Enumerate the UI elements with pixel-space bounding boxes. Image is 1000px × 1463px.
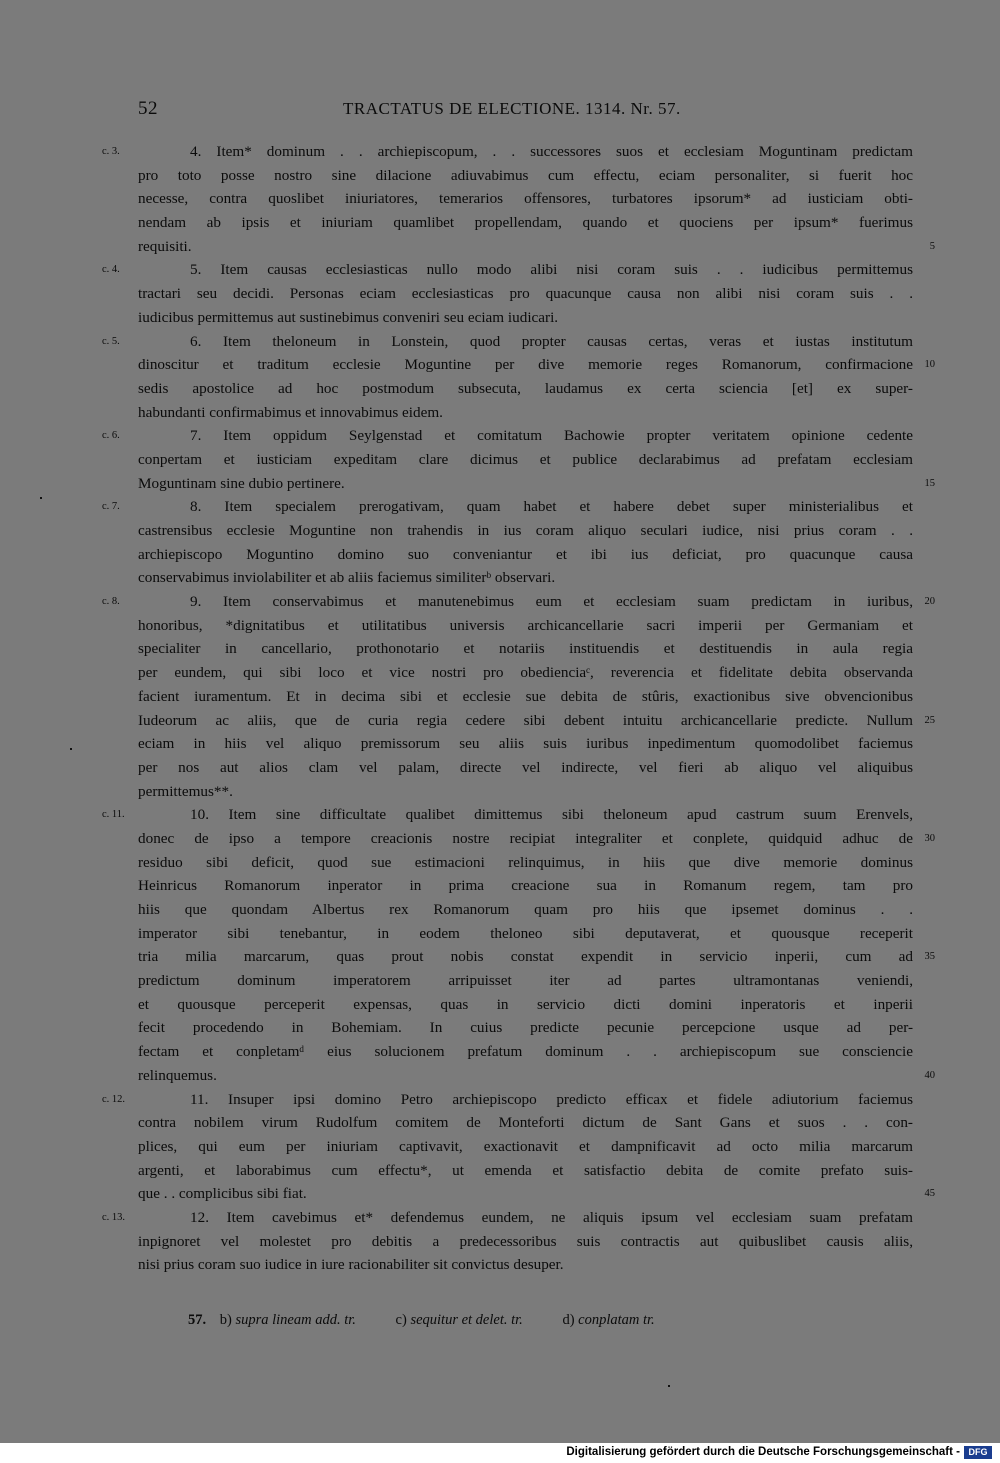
line-text: 12. Item cavebimus et* defendemus eundem, ne aliquis ipsum vel ecclesiam suam prefatam <box>190 1208 913 1226</box>
line-text: per eundem, qui sibi loco et vice nostri pro obedienciaᶜ, reverencia et fidelitate debita observanda <box>138 664 913 682</box>
dfg-logo: DFG <box>964 1446 992 1459</box>
dfg-credit: Digitalisierung gefördert durch die Deutsche Forschungsgemeinschaft - <box>566 1446 960 1458</box>
line-text: conservabimus inviolabiliter et ab aliis faciemus similiterᵇ observari. <box>138 569 556 587</box>
margin-line-number: 45 <box>924 1188 935 1200</box>
line-text: et quousque perceperit expensas, quas in servicio dicti domini inperatoris et inperii <box>138 995 913 1013</box>
footnote-number: 57. <box>188 1312 207 1328</box>
line-text: fecit procedendo in Bohemiam. In cuius predicte pecunie percepcione usque ad per- <box>138 1019 913 1037</box>
line-text: argenti, et laborabimus cum effectu*, ut emenda et satisfactio debita de comite prefato suis- <box>138 1161 913 1179</box>
text-line <box>102 1088 913 1112</box>
margin-line-number: 40 <box>924 1069 935 1081</box>
text-line <box>102 803 913 827</box>
line-text: conpertam et iusticiam expeditam clare dicimus et publice declarabimus ad prefatam ecclesiam <box>138 450 913 468</box>
line-text: residuo sibi deficit, quod sue estimacioni relinquimus, in hiis que dive memorie dominus <box>138 853 913 871</box>
line-text: 4. Item* dominum . . archiepiscopum, . . successores suos et ecclesiam Moguntinam predictam <box>190 143 913 160</box>
footnote-text: supra lineam add. tr. <box>235 1312 356 1328</box>
footnote-mark: d) <box>562 1312 575 1328</box>
line-text: 5. Item causas ecclesiasticas nullo modo alibi nisi coram suis . . iudicibus permittemus <box>190 261 913 279</box>
line-text: plices, qui eum per iniuriam captivavit, exactionavit et dampnificavit ad octo milia marcarum <box>138 1137 913 1155</box>
line-text: Iudeorum ac aliis, que de curia regia cedere sibi debent intuitu archicancellarie predicte. Nullum <box>138 711 913 729</box>
margin-line-number: 15 <box>924 477 935 489</box>
text-line <box>138 1040 913 1064</box>
line-text: facient iuramentum. Et in decima sibi et ecclesie sue debita de stûris, exactionibus sive obvencionibus <box>138 687 913 705</box>
text-line <box>102 330 913 354</box>
text-line <box>138 543 913 567</box>
margin-line-number: 5 <box>929 240 935 252</box>
text-line <box>138 614 913 638</box>
line-text: 6. Item theloneum in Lonstein, quod propter causas certas, veras et iustas institutum <box>190 332 913 350</box>
text-line <box>138 306 913 330</box>
text-line <box>138 164 913 188</box>
margin-chapter-ref: c. 8. <box>102 596 120 608</box>
text-line <box>138 211 913 235</box>
text-line <box>138 756 913 780</box>
margin-line-number: 20 <box>924 596 935 608</box>
footnote-mark: c) <box>395 1312 407 1328</box>
main-text <box>102 140 935 1277</box>
text-line <box>138 661 913 685</box>
line-text: pro toto posse nostro sine dilacione adiuvabimus cum effectu, eciam personaliter, si fuerit hoc <box>138 166 913 184</box>
text-line <box>138 874 913 898</box>
line-text: permittemus**. <box>138 782 233 800</box>
text-line <box>138 1016 913 1040</box>
line-text: sedis apostolice ad hoc postmodum subsecuta, laudamus ex certa sciencia [et] ex super- <box>138 379 913 397</box>
digitization-footer <box>0 1443 1000 1463</box>
line-text: necesse, contra quoslibet iniuriatores, temerarios offensores, turbatores ipsorum* ad iusticiam obti- <box>138 190 913 208</box>
text-line <box>138 827 935 851</box>
text-line <box>138 993 913 1017</box>
margin-line-number: 30 <box>924 832 935 844</box>
line-text: 9. Item conservabimus et manutenebimus eum et ecclesiam suam predictam in iuribus, <box>190 593 913 611</box>
footnote-text: conplatam tr. <box>578 1312 655 1328</box>
footnote-text: sequitur et delet. tr. <box>410 1312 523 1328</box>
text-line <box>138 1182 935 1206</box>
text-line <box>138 732 913 756</box>
line-text: hiis que quondam Albertus rex Romanorum quam pro hiis que ipsemet dominus . . <box>138 901 913 918</box>
line-text: iudicibus permittemus aut sustinebimus conveniri seu eciam iudicari. <box>138 308 559 326</box>
line-text: 11. Insuper ipsi domino Petro archiepiscopo predicto efficax et fidele adiutorium faciemus <box>190 1090 913 1108</box>
text-line <box>138 780 913 804</box>
running-title: TRACTATUS DE ELECTIONE. 1314. Nr. 57. <box>343 99 681 118</box>
text-line <box>138 898 913 922</box>
margin-line-number: 25 <box>924 714 935 726</box>
footnote-mark: b) <box>219 1312 232 1328</box>
line-text: que . . complicibus sibi fiat. <box>138 1185 307 1203</box>
text-line <box>138 282 913 306</box>
margin-chapter-ref: c. 7. <box>102 501 120 513</box>
footnote-d <box>562 1312 654 1328</box>
line-text: archiepiscopo Moguntino domino suo conveniantur et ibi ius deficiat, pro quacunque causa <box>138 545 913 563</box>
line-text: 7. Item oppidum Seylgenstad et comitatum Bachowie propter veritatem opinione cedente <box>190 427 913 445</box>
margin-chapter-ref: c. 11. <box>102 809 125 821</box>
text-line <box>138 685 913 709</box>
line-text: dinoscitur et traditum ecclesie Moguntine per dive memorie reges Romanorum, confirmacione <box>138 356 913 374</box>
text-line <box>102 1206 913 1230</box>
margin-chapter-ref: c. 12. <box>102 1093 126 1105</box>
text-line <box>138 1253 913 1277</box>
line-text: tria milia marcarum, quas prout nobis constat expendit in servicio inperii, cum ad <box>138 948 913 966</box>
text-line <box>138 709 935 733</box>
line-text: fectam et conpletamᵈ eius solucionem prefatum dominum . . archiepiscopum sue consciencie <box>138 1043 913 1061</box>
text-line <box>102 495 913 519</box>
text-line <box>138 1135 913 1159</box>
text-line <box>138 969 913 993</box>
text-line <box>138 353 935 377</box>
scan-speck <box>668 1385 670 1387</box>
text-line <box>138 235 935 259</box>
text-line <box>138 472 935 496</box>
margin-chapter-ref: c. 3. <box>102 146 120 157</box>
text-line <box>138 851 913 875</box>
margin-line-number: 10 <box>924 359 935 371</box>
text-line <box>138 448 913 472</box>
footnote-b <box>220 1312 360 1328</box>
line-text: honoribus, *dignitatibus et utilitatibus universis archicancellarie sacri imperii per Germaniam et <box>138 616 913 634</box>
line-text: requisiti. <box>138 237 192 255</box>
margin-chapter-ref: c. 5. <box>102 335 120 347</box>
line-text: tractari seu decidi. Personas eciam ecclesiasticas pro quacunque causa non alibi nisi coram suis . . <box>138 285 913 303</box>
margin-chapter-ref: c. 13. <box>102 1211 126 1223</box>
margin-chapter-ref: c. 6. <box>102 430 120 442</box>
text-line <box>138 1159 913 1183</box>
line-text: imperator sibi tenebantur, in eodem theloneo sibi deputaverat, et quousque receperit <box>138 924 913 942</box>
text-line <box>102 590 935 614</box>
margin-line-number: 35 <box>924 951 935 963</box>
line-text: nendam ab ipsis et iniuriam quamlibet propellendam, quando et quociens per ipsum* fuerimus <box>138 214 913 232</box>
line-text: per nos aut alios clam vel palam, directe vel indirecte, vel fieri ab aliquo vel aliquibus <box>138 758 913 776</box>
line-text: castrensibus ecclesie Moguntine non trahendis in ius coram aliquo seculari iudice, nisi prius coram . . <box>138 522 913 539</box>
line-text: donec de ipso a tempore creacionis nostre recipiat integraliter et conplete, quidquid adhuc de <box>138 829 913 847</box>
text-line <box>138 401 913 425</box>
text-line <box>138 377 913 401</box>
text-line <box>138 1064 935 1088</box>
line-text: contra nobilem virum Rudolfum comitem de Monteforti dictum de Sant Gans et suos . . con- <box>138 1114 913 1132</box>
line-text: 10. Item sine difficultate qualibet dimittemus sibi theloneum apud castrum suum Erenvels, <box>190 806 913 824</box>
line-text: 8. Item specialem prerogativam, quam habet et habere debet super ministerialibus et <box>190 498 913 516</box>
line-text: inpignoret vel molestet pro debitis a predecessoribus suis contractis aut quibuslibet causis aliis, <box>138 1232 913 1250</box>
text-line <box>138 922 913 946</box>
line-text: eciam in hiis vel aliquo premissorum seu aliis suis iuribus inpedimentum quomodolibet faciemus <box>138 735 913 753</box>
text-line <box>102 424 913 448</box>
text-line <box>138 1230 913 1254</box>
footnotes <box>188 1312 788 1329</box>
line-text: predictum dominum imperatorem arripuisset iter ad partes ultramontanas veniendi, <box>138 972 913 990</box>
line-text: relinquemus. <box>138 1066 217 1084</box>
line-text: habundanti confirmabimus et innovabimus eidem. <box>138 403 443 421</box>
line-text: specialiter in cancellario, prothonotario et notariis instituendis et destituendis in aula regia <box>138 640 913 658</box>
text-line <box>138 1111 913 1135</box>
text-line <box>138 519 913 543</box>
text-line <box>138 945 935 969</box>
line-text: Heinricus Romanorum inperator in prima creacione sua in Romanum regem, tam pro <box>138 877 913 895</box>
line-text: Moguntinam sine dubio pertinere. <box>138 474 345 492</box>
text-line <box>138 187 913 211</box>
footnote-c <box>396 1312 527 1328</box>
text-line <box>138 566 913 590</box>
text-line <box>138 637 913 661</box>
line-text: nisi prius coram suo iudice in iure racionabiliter sit convictus desuper. <box>138 1256 564 1274</box>
text-line <box>102 258 913 282</box>
scan-speck <box>40 497 42 499</box>
scan-speck <box>70 748 72 750</box>
text-line <box>102 140 913 164</box>
page-number: 52 <box>138 98 158 119</box>
margin-chapter-ref: c. 4. <box>102 264 120 276</box>
